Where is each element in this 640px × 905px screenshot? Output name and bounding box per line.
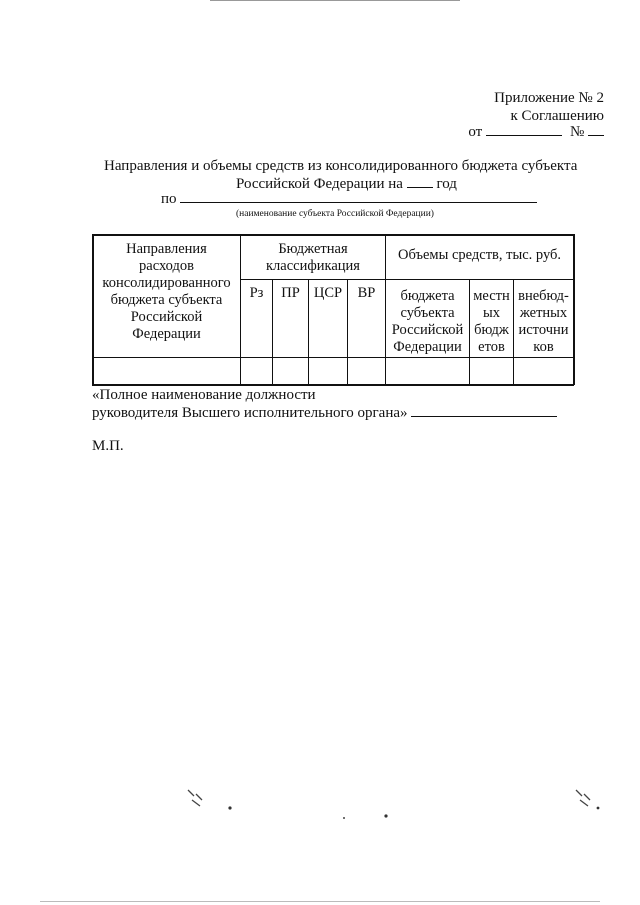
agreement-reference: к Соглашению [510, 108, 604, 124]
signature-position: руководителя Высшего исполнительного органа» [92, 405, 408, 421]
number-blank[interactable] [588, 135, 604, 136]
header-pr: ПР [281, 285, 300, 301]
header-rz: Рз [249, 285, 264, 301]
header-classification: Бюджетная классификация [266, 241, 360, 274]
subject-caption: (наименование субъекта Российской Федерации) [236, 209, 434, 219]
document-title-line1: Направления и объемы средств из консолидированного бюджета субъекта [104, 158, 578, 174]
data-cell-subject-budget[interactable] [386, 358, 469, 384]
scan-dots [330, 808, 400, 828]
header-volumes: Объемы средств, тыс. руб. [397, 247, 562, 263]
header-subject-budget: бюджета субъекта Российской Федерации [391, 288, 464, 355]
subject-blank[interactable] [180, 202, 537, 203]
title-year-prefix: Российской Федерации на [236, 176, 403, 192]
header-vr: ВР [357, 285, 376, 301]
data-cell-pr[interactable] [273, 358, 308, 384]
header-csr: ЦСР [313, 285, 343, 301]
subject-po: по [161, 191, 177, 207]
table-header-divider [240, 279, 574, 280]
appendix-number: Приложение № 2 [494, 90, 604, 106]
data-cell-rz[interactable] [241, 358, 272, 384]
agreement-date-line [468, 123, 604, 141]
data-cell-extrabudgetary[interactable] [514, 358, 573, 384]
table-border-top [92, 234, 574, 236]
data-cell-directions[interactable] [93, 358, 240, 384]
stamp-place: М.П. [92, 438, 124, 454]
signature-blank[interactable] [411, 416, 557, 417]
year-blank[interactable] [407, 187, 433, 188]
header-local-budgets: местн ых бюдж етов [473, 288, 510, 355]
header-extrabudgetary: внебюд- жетных источни ков [518, 288, 569, 355]
title-year-suffix: год [436, 176, 457, 192]
date-prefix: от [468, 124, 483, 140]
scan-mark-left [184, 786, 244, 816]
date-blank[interactable] [486, 135, 562, 136]
scan-mark-right [570, 786, 610, 816]
signature-title-line1: «Полное наименование должности [92, 387, 316, 403]
signature-title-line2 [92, 404, 557, 422]
data-cell-vr[interactable] [348, 358, 385, 384]
subject-line [161, 190, 537, 208]
data-cell-csr[interactable] [309, 358, 347, 384]
number-prefix: № [569, 124, 585, 140]
table-border-right [573, 234, 575, 385]
scan-edge-top [210, 0, 460, 1]
header-directions: Направления расходов консолидированного бюджета субъекта Российской Федерации [102, 241, 231, 342]
data-cell-local-budgets[interactable] [470, 358, 513, 384]
scan-edge-bottom [40, 901, 600, 902]
